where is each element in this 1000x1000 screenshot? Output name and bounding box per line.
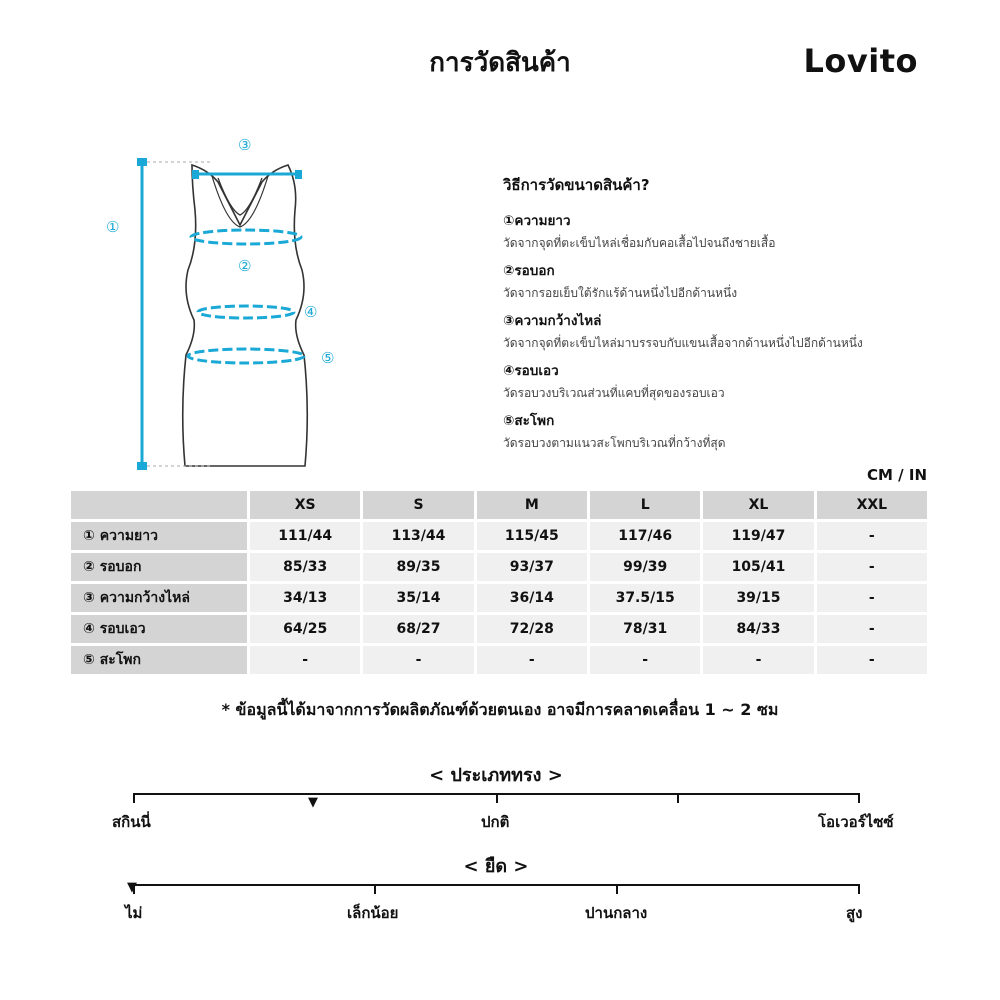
- table-header: XXL: [817, 491, 927, 519]
- table-header: XL: [703, 491, 813, 519]
- row-label: ① ความยาว: [71, 522, 247, 550]
- measure-guide: [503, 173, 943, 453]
- fit-label-oversize: โอเวอร์ไซซ์: [818, 813, 894, 831]
- fit-scale-tick: [677, 793, 679, 803]
- table-header-row: [71, 491, 927, 519]
- fit-scale-title: < ประเภททรง >: [429, 765, 563, 786]
- fit-scale-tick: [496, 793, 498, 803]
- table-cell: 115/45: [477, 522, 587, 550]
- guide-item-desc: วัดจากรอยเย็บใต้รักแร้ด้านหนึ่งไปอีกด้านหนึ่ง: [503, 286, 738, 300]
- marker-waist: ④: [304, 303, 318, 321]
- measurement-note: * ข้อมูลนี้ได้มาจากการวัดผลิตภัณฑ์ด้วยตนเอง อาจมีการคลาดเคลื่อน 1 ~ 2 ซม: [221, 700, 779, 719]
- table-row: [71, 553, 927, 581]
- row-label: ⑤ สะโพก: [71, 646, 247, 674]
- table-cell: -: [250, 646, 360, 674]
- table-cell: 36/14: [477, 584, 587, 612]
- table-cell: 64/25: [250, 615, 360, 643]
- fit-indicator-icon: ▼: [308, 795, 318, 810]
- table-row: [71, 646, 927, 674]
- stretch-scale-tick: [374, 884, 376, 894]
- fit-label-skinny: สกินนี่: [112, 813, 151, 831]
- table-header: S: [363, 491, 473, 519]
- stretch-scale-title: < ยืด >: [463, 856, 529, 877]
- guide-item-title: ①ความยาว: [503, 213, 571, 229]
- table-cell: -: [703, 646, 813, 674]
- table-header: [71, 491, 247, 519]
- marker-shoulder: ③: [238, 136, 252, 154]
- table-cell: -: [817, 646, 927, 674]
- table-cell: -: [817, 615, 927, 643]
- table-cell: 34/13: [250, 584, 360, 612]
- table-header: XS: [250, 491, 360, 519]
- guide-item-desc: วัดจากจุดที่ตะเข็บไหล่มาบรรจบกับแขนเสื้อจากด้านหนึ่งไปอีกด้านหนึ่ง: [503, 336, 863, 350]
- row-label: ② รอบอก: [71, 553, 247, 581]
- table-cell: 105/41: [703, 553, 813, 581]
- table-row: [71, 615, 927, 643]
- guide-item-title: ③ความกว้างไหล่: [503, 313, 602, 329]
- table-cell: -: [477, 646, 587, 674]
- fit-scale-tick: [858, 793, 860, 803]
- table-cell: 85/33: [250, 553, 360, 581]
- stretch-label-high: สูง: [846, 904, 863, 922]
- table-cell: 84/33: [703, 615, 813, 643]
- marker-bust: ②: [238, 257, 252, 275]
- size-table: [68, 488, 930, 677]
- table-cell: 99/39: [590, 553, 700, 581]
- stretch-scale-tick: [616, 884, 618, 894]
- fit-scale-tick: [133, 793, 135, 803]
- stretch-label-none: ไม่: [125, 904, 143, 922]
- guide-item-desc: วัดรอบวงบริเวณส่วนที่แคบที่สุดของรอบเอว: [503, 386, 725, 400]
- page-title: การวัดสินค้า: [429, 48, 571, 78]
- table-header: M: [477, 491, 587, 519]
- row-label: ④ รอบเอว: [71, 615, 247, 643]
- table-cell: 111/44: [250, 522, 360, 550]
- table-header: L: [590, 491, 700, 519]
- garment-diagram: [100, 130, 360, 480]
- table-row: [71, 522, 927, 550]
- fit-label-regular: ปกติ: [481, 813, 510, 831]
- table-cell: 89/35: [363, 553, 473, 581]
- table-cell: 35/14: [363, 584, 473, 612]
- marker-hip: ⑤: [321, 349, 335, 367]
- brand-logo: Lovito: [803, 42, 918, 80]
- row-label: ③ ความกว้างไหล่: [71, 584, 247, 612]
- guide-item-title: ②รอบอก: [503, 263, 555, 279]
- stretch-indicator-icon: ▼: [127, 880, 137, 895]
- guide-item-desc: วัดรอบวงตามแนวสะโพกบริเวณที่กว้างที่สุด: [503, 436, 726, 450]
- table-cell: 78/31: [590, 615, 700, 643]
- table-row: [71, 584, 927, 612]
- unit-label: CM / IN: [867, 466, 927, 484]
- table-cell: 68/27: [363, 615, 473, 643]
- guide-item-title: ④รอบเอว: [503, 363, 559, 379]
- table-cell: -: [590, 646, 700, 674]
- guide-item-title: ⑤สะโพก: [503, 413, 555, 429]
- table-cell: -: [363, 646, 473, 674]
- table-cell: 93/37: [477, 553, 587, 581]
- table-cell: 117/46: [590, 522, 700, 550]
- table-cell: -: [817, 553, 927, 581]
- guide-item-desc: วัดจากจุดที่ตะเข็บไหล่เชื่อมกับคอเสื้อไปจนถึงชายเสื้อ: [503, 236, 776, 250]
- table-cell: -: [817, 522, 927, 550]
- table-cell: 39/15: [703, 584, 813, 612]
- table-cell: 119/47: [703, 522, 813, 550]
- stretch-scale-tick: [858, 884, 860, 894]
- table-cell: 113/44: [363, 522, 473, 550]
- guide-question: วิธีการวัดขนาดสินค้า?: [503, 176, 650, 194]
- marker-length: ①: [106, 218, 120, 236]
- stretch-label-slight: เล็กน้อย: [347, 904, 399, 922]
- stretch-label-medium: ปานกลาง: [585, 904, 648, 922]
- table-cell: 72/28: [477, 615, 587, 643]
- table-cell: 37.5/15: [590, 584, 700, 612]
- stretch-scale-line: [133, 884, 860, 886]
- table-cell: -: [817, 584, 927, 612]
